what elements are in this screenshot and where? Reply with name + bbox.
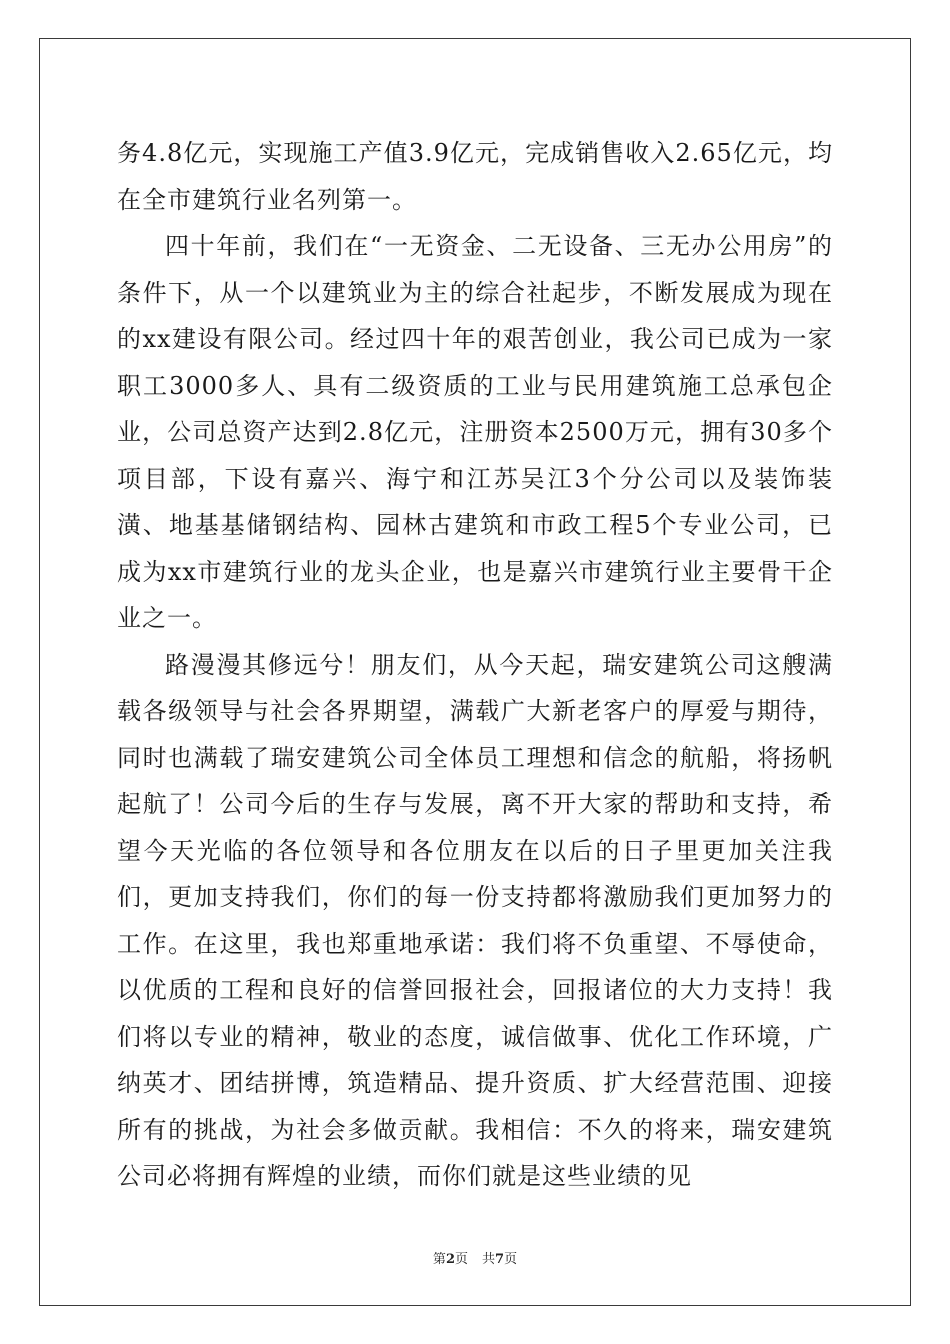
document-body xyxy=(117,130,833,1200)
page-total-suffix: 页 xyxy=(504,1252,518,1267)
page-number-suffix: 页 xyxy=(454,1252,468,1267)
page-footer xyxy=(0,1248,950,1267)
paragraph-3: 路漫漫其修远兮！朋友们，从今天起，瑞安建筑公司这艘满载各级领导与社会各界期望，满载广大新老客户的厚爱与期待，同时也满载了瑞安建筑公司全体员工理想和信念的航船，将扬帆起航了！公司今后的生存与发展，离不开大家的帮助和支持，希望今天光临的各位领导和各位朋友在以后的日子里更加关注我们，更加支持我们，你们的每一份支持都将激励我们更加努力的工作。在这里，我也郑重地承诺：我们将不负重望、不辱使命，以优质的工程和良好的信誉回报社会，回报诸位的大力支持！我们将以专业的精神，敬业的态度，诚信做事、优化工作环境，广纳英才、团结拼博，筑造精品、提升资质、扩大经营范围、迎接所有的挑战，为社会多做贡献。我相信：不久的将来，瑞安建筑公司必将拥有辉煌的业绩，而你们就是这些业绩的见 xyxy=(117,650,833,1190)
page-number-prefix: 第 xyxy=(432,1252,446,1267)
paragraph-2: 四十年前，我们在“一无资金、二无设备、三无办公用房”的条件下，从一个以建筑业为主的综合社起步，不断发展成为现在的xx建设有限公司。经过四十年的艰苦创业，我公司已成为一家职工3000多人、具有二级资质的工业与民用建筑施工总承包企业，公司总资产达到2.8亿元，注册资本2500万元，拥有30多个项目部，下设有嘉兴、海宁和江苏吴江3个分公司以及装饰装潢、地基基储钢结构、园林古建筑和市政工程5个专业公司，已成为xx市建筑行业的龙头企业，也是嘉兴市建筑行业主要骨干企业之一。 xyxy=(117,232,833,632)
page-number-total: 7 xyxy=(495,1252,505,1267)
paragraph-1: 务4.8亿元，实现施工产值3.9亿元，完成销售收入2.65亿元，均在全市建筑行业名列第一。 xyxy=(117,139,833,214)
page-number-current: 2 xyxy=(445,1252,455,1267)
page-total-prefix: 共 xyxy=(482,1252,496,1267)
